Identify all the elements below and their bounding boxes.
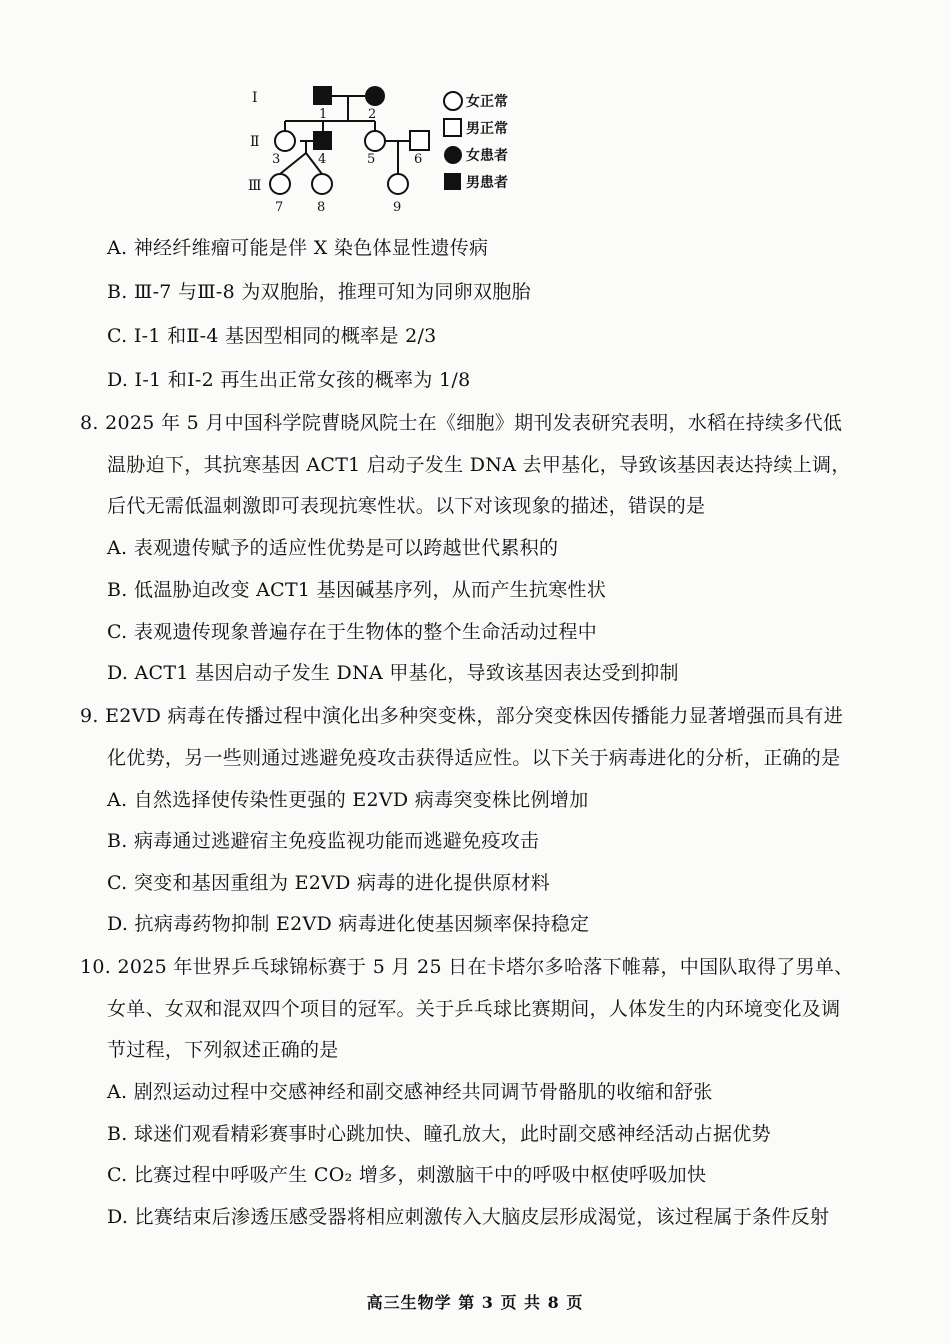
page-footer: 高三生物学 第 3 页 共 8 页 <box>366 1293 584 1312</box>
q8-option-c: C. 表观遗传现象普遍存在于生物体的整个生命活动过程中 <box>107 621 598 643</box>
individual-III-7 <box>270 174 290 194</box>
id-number: 4 <box>318 152 327 167</box>
gen-label: Ⅲ <box>248 178 262 194</box>
id-number: 2 <box>368 107 377 122</box>
legend-label: 男患者 <box>466 175 508 191</box>
q8-stem-line: 温胁迫下，其抗寒基因 ACT1 启动子发生 DNA 去甲基化，导致该基因表达持续上调， <box>107 454 851 476</box>
id-number: 8 <box>317 200 326 215</box>
q9-option-a: A. 自然选择使传染性更强的 E2VD 病毒突变株比例增加 <box>107 789 589 811</box>
q8-stem-line: 后代无需低温刺激即可表现抗寒性状。以下对该现象的描述，错误的是 <box>107 495 706 517</box>
legend-square-filled-icon <box>444 173 461 190</box>
q8-stem-line: 8. 2025 年 5 月中国科学院曹晓风院士在《细胞》期刊发表研究表明，水稻在持续多代低 <box>80 412 843 434</box>
individual-I-2 <box>365 86 385 106</box>
q9-stem-line: 化优势，另一些则通过逃避免疫攻击获得适应性。以下关于病毒进化的分析，正确的是 <box>107 747 841 769</box>
id-number: 1 <box>319 107 328 122</box>
individual-III-8 <box>312 174 332 194</box>
individual-II-6 <box>410 131 429 150</box>
q8-option-d: D. ACT1 基因启动子发生 DNA 甲基化，导致该基因表达受到抑制 <box>107 662 679 684</box>
legend-square-open-icon <box>444 119 461 136</box>
q9-option-d: D. 抗病毒药物抑制 E2VD 病毒进化使基因频率保持稳定 <box>107 913 590 935</box>
q10-option-c: C. 比赛过程中呼吸产生 CO₂ 增多，刺激脑干中的呼吸中枢使呼吸加快 <box>107 1164 707 1186</box>
q10-option-b: B. 球迷们观看精彩赛事时心跳加快、瞳孔放大，此时副交感神经活动占据优势 <box>107 1123 771 1145</box>
q10-stem-line: 女单、女双和混双四个项目的冠军。关于乒乓球比赛期间，人体发生的内环境变化及调 <box>107 998 841 1020</box>
q7-option-c: C. I-1 和Ⅱ-4 基因型相同的概率是 2/3 <box>107 325 437 347</box>
q7-option-d: D. I-1 和I-2 再生出正常女孩的概率为 1/8 <box>107 369 471 391</box>
q10-option-d: D. 比赛结束后渗透压感受器将相应刺激传入大脑皮层形成渴觉，该过程属于条件反射 <box>107 1206 830 1228</box>
individual-II-5 <box>365 131 385 151</box>
q9-option-c: C. 突变和基因重组为 E2VD 病毒的进化提供原材料 <box>107 872 551 894</box>
q8-option-a: A. 表观遗传赋予的适应性优势是可以跨越世代累积的 <box>107 537 559 559</box>
q7-option-a: A. 神经纤维瘤可能是伴 X 染色体显性遗传病 <box>107 237 489 259</box>
id-number: 3 <box>272 152 281 167</box>
individual-I-1 <box>313 86 332 105</box>
individual-II-4 <box>313 131 332 150</box>
q7-option-b: B. Ⅲ-7 与Ⅲ-8 为双胞胎，推理可知为同卵双胞胎 <box>107 281 531 303</box>
gen-label: Ⅱ <box>250 134 260 150</box>
id-number: 6 <box>414 152 423 167</box>
q10-option-a: A. 剧烈运动过程中交感神经和副交感神经共同调节骨骼肌的收缩和舒张 <box>107 1081 713 1103</box>
q10-stem-line: 节过程，下列叙述正确的是 <box>107 1039 339 1061</box>
individual-III-9 <box>388 174 408 194</box>
q9-option-b: B. 病毒通过逃避宿主免疫监视功能而逃避免疫攻击 <box>107 830 540 852</box>
gen-label: I <box>252 90 258 106</box>
legend-label: 女正常 <box>466 94 508 110</box>
id-number: 5 <box>367 152 376 167</box>
legend-label: 男正常 <box>466 121 508 137</box>
individual-II-3 <box>275 131 295 151</box>
q10-stem-line: 10. 2025 年世界乒乓球锦标赛于 5 月 25 日在卡塔尔多哈落下帷幕，中国队取得了男单、 <box>80 956 854 978</box>
q8-option-b: B. 低温胁迫改变 ACT1 基因碱基序列，从而产生抗寒性状 <box>107 579 607 601</box>
id-number: 9 <box>393 200 402 215</box>
q9-stem-line: 9. E2VD 病毒在传播过程中演化出多种突变株，部分突变株因传播能力显著增强而具有进 <box>80 705 844 727</box>
legend-circle-open-icon <box>444 92 462 110</box>
legend-circle-filled-icon <box>444 146 462 164</box>
id-number: 7 <box>275 200 284 215</box>
pedigree-chart <box>240 78 540 218</box>
legend-label: 女患者 <box>466 148 508 164</box>
